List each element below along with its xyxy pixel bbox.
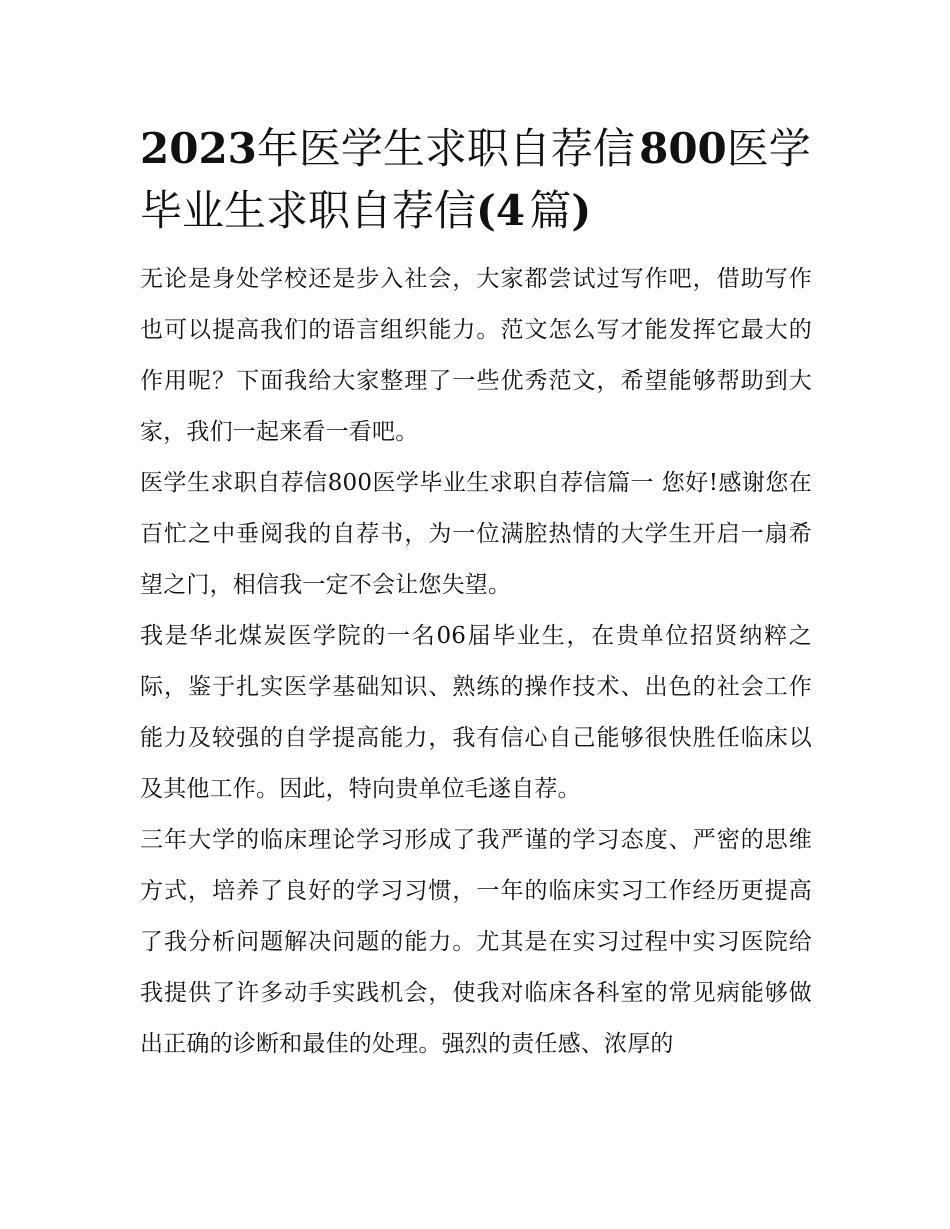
title-part: 800 [639,124,727,173]
title-part: 篇 [529,186,572,235]
title-part: 医学毕业生求职自荐信 [140,124,811,235]
body-paragraph-self-introduction: 我是华北煤炭医学院的一名06届毕业生，在贵单位招贤纳粹之际，鉴于扎实医学基础知识、熟练的操作技术、出色的社会工作能力及较强的自学提高能力，我有信心自己能够很快胜任临床以及其他工作。因此，特向贵单位毛遂自荐。 [140,623,812,802]
title-part: 2023 [140,124,257,173]
title-part: ) [571,186,592,235]
title-part: 年医学生求职自荐信 [256,124,635,173]
document-title [140,118,812,242]
body-paragraph-study-experience: 三年大学的临床理论学习形成了我严谨的学习态度、严密的思维方式，培养了良好的学习习惯，一年的临床实习工作经历更提高了我分析问题解决问题的能力。尤其是在实习过程中实习医院给我提供了许多动手实践机会，使我对临床各科室的常见病能够做出正确的诊断和最佳的处理。强烈的责任感、浓厚的 [140,827,812,1057]
title-part: (4 [476,186,526,235]
document-content [140,118,812,1070]
body-paragraph-greeting: 医学生求职自荐信800医学毕业生求职自荐信篇一 您好!感谢您在百忙之中垂阅我的自荐书，为一位满腔热情的大学生开启一扇希望之门，相信我一定不会让您失望。 [140,470,812,598]
body-paragraph-intro: 无论是身处学校还是步入社会，大家都尝试过写作吧，借助写作也可以提高我们的语言组织能力。范文怎么写才能发挥它最大的作用呢？下面我给大家整理了一些优秀范文，希望能够帮助到大家，我们一起来看一看吧。 [140,266,812,445]
